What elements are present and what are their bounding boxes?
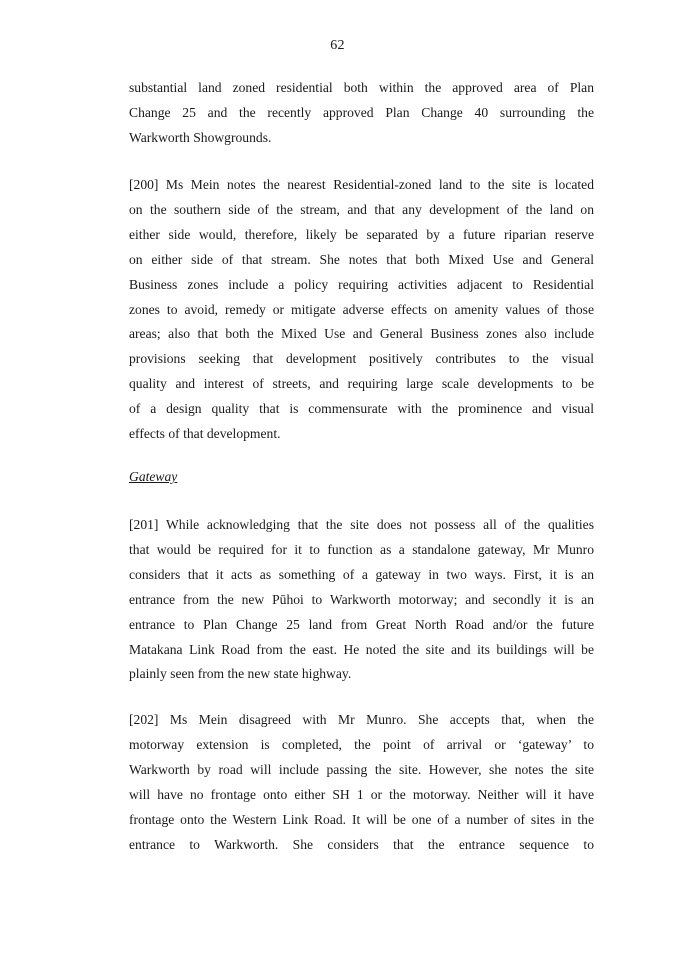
paragraph-line: that would be required for it to function as a standalone gateway, Mr Munro bbox=[129, 541, 594, 557]
paragraph-line: entrance to Plan Change 25 land from Great North Road and/or the future bbox=[129, 616, 594, 632]
paragraph-line: zones to avoid, remedy or mitigate adverse effects on amenity values of those bbox=[129, 301, 594, 317]
paragraph-line: Business zones include a policy requiring activities adjacent to Residential bbox=[129, 276, 594, 292]
paragraph-line: entrance from the new Pūhoi to Warkworth motorway; and secondly it is an bbox=[129, 591, 594, 607]
paragraph-line: Warkworth by road will include passing the site. However, she notes the site bbox=[129, 761, 594, 777]
paragraph-line: motorway extension is completed, the point of arrival or ‘gateway’ to bbox=[129, 736, 594, 752]
paragraph-line: considers that it acts as something of a gateway in two ways. First, it is an bbox=[129, 566, 594, 582]
paragraph-line: frontage onto the Western Link Road. It will be one of a number of sites in the bbox=[129, 811, 594, 827]
page-number: 62 bbox=[330, 38, 345, 53]
paragraph-line: [201] While acknowledging that the site does not possess all of the qualities bbox=[129, 517, 594, 532]
paragraph-line: of a design quality that is commensurate with the prominence and visual bbox=[129, 401, 594, 417]
paragraph-line: entrance to Warkworth. She considers that the entrance sequence to bbox=[129, 836, 594, 852]
paragraph-line: on either side of that stream. She notes that both Mixed Use and General bbox=[129, 251, 594, 267]
paragraph-200 bbox=[129, 173, 594, 447]
paragraph-line: plainly seen from the new state highway. bbox=[129, 666, 352, 682]
paragraph-line: quality and interest of streets, and requiring large scale developments to be bbox=[129, 376, 594, 392]
paragraph-line: provisions seeking that development positively contributes to the visual bbox=[129, 351, 594, 367]
paragraph-line: [200] Ms Mein notes the nearest Residential-zoned land to the site is located bbox=[129, 177, 594, 192]
paragraph-line: Change 25 and the recently approved Plan Change 40 surrounding the bbox=[129, 104, 594, 120]
paragraph-line: either side would, therefore, likely be separated by a future riparian reserve bbox=[129, 226, 594, 242]
paragraph-line: Warkworth Showgrounds. bbox=[129, 129, 272, 145]
paragraph-line: will have no frontage onto either SH 1 or the motorway. Neither will it have bbox=[129, 786, 594, 802]
paragraph-line: substantial land zoned residential both within the approved area of Plan bbox=[129, 80, 594, 95]
paragraph-line: on the southern side of the stream, and that any development of the land on bbox=[129, 201, 594, 217]
paragraph-continued bbox=[129, 76, 594, 151]
paragraph-202 bbox=[129, 708, 594, 857]
paragraph-line: [202] Ms Mein disagreed with Mr Munro. She accepts that, when the bbox=[129, 712, 594, 727]
paragraph-line: effects of that development. bbox=[129, 426, 281, 442]
section-heading-gateway: Gateway bbox=[129, 469, 178, 484]
paragraph-line: Matakana Link Road from the east. He noted the site and its buildings will be bbox=[129, 641, 594, 657]
paragraph-line: areas; also that both the Mixed Use and General Business zones also include bbox=[129, 326, 594, 342]
paragraph-201 bbox=[129, 513, 594, 687]
